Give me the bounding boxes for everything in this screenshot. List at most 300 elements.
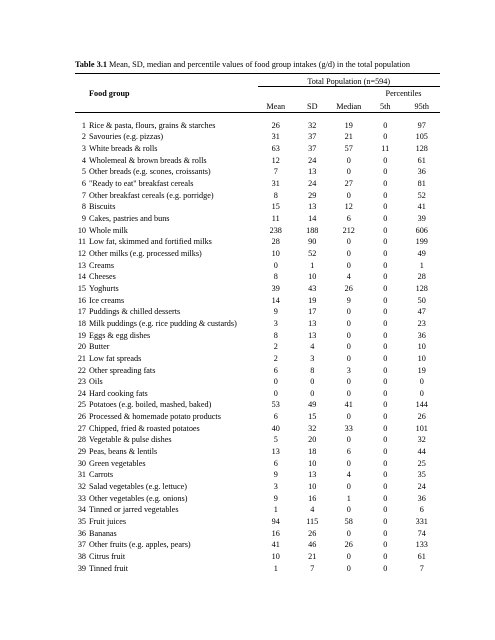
row-number: 3: [81, 144, 86, 154]
food-group-cell: [75, 155, 258, 167]
p5-cell: 0: [383, 330, 388, 340]
p5-cell: 0: [383, 528, 388, 538]
food-group-name: Yoghurts: [89, 283, 119, 293]
median-cell: 0: [346, 167, 351, 177]
mean-cell: 8: [273, 272, 278, 282]
sd-cell: 13: [308, 330, 317, 340]
median-cell: 0: [346, 318, 351, 328]
p95-cell: 47: [417, 307, 426, 317]
table-row: [75, 411, 440, 423]
food-group-name: Rice & pasta, flours, grains & starches: [89, 120, 216, 130]
mean-cell: 16: [271, 528, 280, 538]
p5-cell: 0: [383, 248, 388, 258]
row-number: 27: [77, 423, 86, 433]
food-group-cell: [75, 365, 258, 377]
sd-cell: 14: [308, 213, 317, 223]
sd-cell: 0: [310, 388, 315, 398]
food-group-cell: [75, 213, 258, 225]
table-row: [75, 120, 440, 132]
food-group-name: Vegetable & pulse dishes: [89, 435, 172, 445]
p5-cell: 0: [383, 552, 388, 561]
p95-cell: 0: [419, 377, 424, 387]
p95-cell: 61: [417, 155, 426, 165]
row-number: 30: [77, 458, 86, 468]
median-header: Median: [331, 98, 368, 113]
table-row: [75, 132, 440, 144]
food-group-name: Puddings & chilled desserts: [89, 307, 181, 317]
table-row: [75, 178, 440, 190]
mean-cell: 39: [271, 283, 280, 293]
row-number: 33: [77, 493, 86, 503]
median-cell: 0: [346, 412, 351, 422]
food-group-cell: [75, 446, 258, 458]
sd-cell: 24: [308, 155, 317, 165]
p5-cell: 0: [383, 155, 388, 165]
table-row: [75, 237, 440, 249]
row-number: 23: [77, 377, 86, 387]
p5-cell: 0: [383, 563, 388, 573]
food-group-cell: [75, 248, 258, 260]
food-group-cell: [75, 283, 258, 295]
sd-cell: 17: [308, 307, 317, 317]
sd-cell: 15: [308, 412, 317, 422]
table-row: [75, 295, 440, 307]
food-group-name: Other breads (e.g. scones, croissants): [89, 167, 211, 177]
food-group-cell: [75, 551, 258, 563]
mean-cell: 15: [271, 202, 280, 212]
median-cell: 9: [346, 295, 351, 305]
sd-cell: 4: [310, 342, 315, 352]
row-number: 8: [81, 202, 86, 212]
table-row: [75, 155, 440, 167]
mean-cell: 6: [273, 365, 278, 375]
median-cell: 26: [344, 540, 353, 550]
table-row: [75, 318, 440, 330]
row-number: 17: [77, 307, 86, 317]
median-cell: 0: [346, 435, 351, 445]
p5-cell: 0: [383, 318, 388, 328]
sd-cell: 32: [308, 120, 317, 130]
food-group-name: Other fruits (e.g. apples, pears): [89, 540, 191, 550]
p5-cell: 0: [383, 482, 388, 492]
sd-cell: 0: [310, 377, 315, 387]
table-row: [75, 225, 440, 237]
sd-cell: 19: [308, 295, 317, 305]
mean-cell: 1: [273, 563, 278, 573]
p5-cell: 0: [383, 458, 388, 468]
food-group-name: Chipped, fried & roasted potatoes: [89, 423, 200, 433]
sd-cell: 13: [308, 167, 317, 177]
median-cell: 57: [344, 144, 353, 154]
p95-cell: 10: [417, 342, 426, 352]
p5-cell: 0: [383, 237, 388, 247]
median-cell: 0: [346, 552, 351, 561]
p5-cell: 0: [383, 132, 388, 142]
food-group-name: Milk puddings (e.g. rice pudding & custards): [89, 318, 237, 328]
table-row: [75, 283, 440, 295]
p95-cell: 49: [417, 248, 426, 258]
percentiles-header: Percentiles: [385, 88, 422, 98]
p5-cell: 0: [383, 365, 388, 375]
row-number: 9: [81, 213, 86, 223]
food-group-name: Potatoes (e.g. boiled, mashed, baked): [89, 400, 212, 410]
median-cell: 0: [346, 388, 351, 398]
table-row: [75, 260, 440, 272]
mean-cell: 5: [273, 435, 278, 445]
mean-header: Mean: [258, 98, 295, 113]
p95-cell: 61: [417, 552, 426, 561]
row-number: 10: [77, 225, 86, 235]
mean-cell: 0: [273, 388, 278, 398]
row-number: 1: [81, 120, 86, 130]
median-cell: 0: [346, 353, 351, 363]
table-row: [75, 167, 440, 179]
food-group-cell: [75, 167, 258, 179]
mean-cell: 9: [273, 470, 278, 480]
mean-cell: 0: [273, 260, 278, 270]
p95-cell: 74: [417, 528, 426, 538]
p95-cell: 28: [417, 272, 426, 282]
food-group-cell: [75, 237, 258, 249]
mean-cell: 63: [271, 144, 280, 154]
mean-cell: 1: [273, 505, 278, 515]
median-cell: 1: [346, 493, 351, 503]
food-group-cell: [75, 178, 258, 190]
food-group-name: Eggs & egg dishes: [89, 330, 151, 340]
food-group-header: Food group: [89, 88, 130, 98]
food-group-name: Peas, beans & lentils: [89, 447, 158, 457]
p95-cell: 606: [415, 225, 428, 235]
table-row: [75, 365, 440, 377]
food-group-name: Biscuits: [89, 202, 116, 212]
row-number: 28: [77, 435, 86, 445]
food-group-name: Low fat spreads: [89, 353, 142, 363]
mean-cell: 31: [271, 132, 280, 142]
p95-cell: 36: [417, 493, 426, 503]
food-group-name: Cakes, pastries and buns: [89, 213, 170, 223]
p5-cell: 0: [383, 213, 388, 223]
table-caption-label: Table 3.1: [75, 60, 107, 69]
sd-cell: 43: [308, 283, 317, 293]
sd-cell: 26: [308, 528, 317, 538]
median-cell: 0: [346, 248, 351, 258]
p95-cell: 26: [417, 412, 426, 422]
row-number: 16: [77, 295, 86, 305]
food-group-cell: [75, 272, 258, 284]
median-cell: 0: [346, 190, 351, 200]
p5-cell: 0: [383, 493, 388, 503]
p5-cell: 0: [383, 202, 388, 212]
median-cell: 0: [346, 237, 351, 247]
sd-cell: 21: [308, 552, 317, 561]
p95-cell: 52: [417, 190, 426, 200]
row-number: 18: [77, 318, 86, 328]
food-group-name: Other vegetables (e.g. onions): [89, 493, 188, 503]
p5-cell: 0: [383, 179, 388, 188]
food-group-cell: [75, 120, 258, 132]
food-group-name: Wholemeal & brown breads & rolls: [89, 155, 207, 165]
food-group-name: Oils: [89, 377, 103, 387]
table-caption: [75, 60, 455, 69]
food-group-name: "Ready to eat" breakfast cereals: [89, 179, 194, 188]
row-number: 32: [77, 482, 86, 492]
row-number: 14: [77, 272, 86, 282]
food-group-table: [75, 73, 440, 575]
food-group-cell: [75, 190, 258, 202]
row-number: 22: [77, 365, 86, 375]
p5-cell: 0: [383, 120, 388, 130]
row-number: 4: [81, 155, 86, 165]
food-group-name: Other milks (e.g. processed milks): [89, 248, 202, 258]
food-group-cell: [75, 528, 258, 540]
p95-cell: 81: [417, 179, 426, 188]
p5-cell: 0: [383, 435, 388, 445]
p5-cell: 0: [383, 470, 388, 480]
sd-cell: 16: [308, 493, 317, 503]
food-group-cell: [75, 540, 258, 552]
sd-cell: 7: [310, 563, 315, 573]
sd-cell: 52: [308, 248, 317, 258]
p95-cell: 25: [417, 458, 426, 468]
median-cell: 21: [344, 132, 353, 142]
p5-cell: 0: [383, 295, 388, 305]
table-row: [75, 505, 440, 517]
food-group-cell: [75, 411, 258, 423]
median-cell: 0: [346, 377, 351, 387]
p95-cell: 36: [417, 330, 426, 340]
p95-cell: 36: [417, 167, 426, 177]
median-cell: 0: [346, 528, 351, 538]
p95-cell: 19: [417, 365, 426, 375]
p5-cell: 0: [383, 342, 388, 352]
row-number: 20: [77, 342, 86, 352]
table-row: [75, 202, 440, 214]
row-number: 29: [77, 447, 86, 457]
table-row: [75, 341, 440, 353]
mean-cell: 10: [271, 248, 280, 258]
median-cell: 0: [346, 458, 351, 468]
food-group-name: Tinned or jarred vegetables: [89, 505, 179, 515]
food-group-name: Low fat, skimmed and fortified milks: [89, 237, 212, 247]
sd-cell: 1: [310, 260, 315, 270]
p5-cell: 0: [383, 400, 388, 410]
table-row: [75, 470, 440, 482]
mean-cell: 94: [271, 517, 280, 527]
food-group-cell: [75, 470, 258, 482]
p5-cell: 0: [383, 353, 388, 363]
food-group-name: Cheeses: [89, 272, 116, 282]
mean-cell: 40: [271, 423, 280, 433]
mean-cell: 11: [271, 213, 280, 223]
food-group-cell: [75, 225, 258, 237]
sd-cell: 46: [308, 540, 317, 550]
mean-cell: 10: [271, 552, 280, 561]
row-number: 2: [81, 132, 86, 142]
food-group-name: Other breakfast cereals (e.g. porridge): [89, 190, 214, 200]
food-group-cell: [75, 330, 258, 342]
row-number: 25: [77, 400, 86, 410]
p5-cell: 0: [383, 272, 388, 282]
food-group-name: Fruit juices: [89, 517, 127, 527]
median-cell: 33: [344, 423, 353, 433]
table-row: [75, 272, 440, 284]
sd-cell: 8: [310, 365, 315, 375]
p5-cell: 0: [383, 423, 388, 433]
food-group-cell: [75, 307, 258, 319]
p5-cell: 0: [383, 412, 388, 422]
median-cell: 4: [346, 470, 351, 480]
median-cell: 0: [346, 307, 351, 317]
food-group-name: Green vegetables: [89, 458, 146, 468]
row-number: 19: [77, 330, 86, 340]
sd-cell: 3: [310, 353, 315, 363]
table-row: [75, 376, 440, 388]
mean-cell: 7: [273, 167, 278, 177]
median-cell: 0: [346, 505, 351, 515]
sd-cell: 10: [308, 458, 317, 468]
median-cell: 6: [346, 447, 351, 457]
food-group-cell: [75, 458, 258, 470]
sd-cell: 37: [308, 132, 317, 142]
mean-cell: 14: [271, 295, 280, 305]
row-number: 21: [77, 353, 86, 363]
sd-header: SD: [294, 98, 331, 113]
mean-cell: 8: [273, 190, 278, 200]
table-caption-text: Mean, SD, median and percentile values of food group intakes (g/d) in the total population: [109, 60, 410, 69]
p5-cell: 0: [383, 307, 388, 317]
p5-cell: 0: [383, 225, 388, 235]
mean-cell: 12: [271, 155, 280, 165]
p5-header: 5th: [367, 98, 404, 113]
row-number: 31: [77, 470, 86, 480]
food-group-name: White breads & rolls: [89, 144, 158, 154]
p95-cell: 128: [415, 144, 428, 154]
sd-cell: 13: [308, 202, 317, 212]
row-number: 26: [77, 412, 86, 422]
food-group-cell: [75, 563, 258, 575]
table-row: [75, 528, 440, 540]
p95-cell: 101: [415, 423, 428, 433]
row-number: 37: [77, 540, 86, 550]
food-group-name: Savouries (e.g. pizzas): [89, 132, 164, 142]
table-row: [75, 388, 440, 400]
row-number: 13: [77, 260, 86, 270]
p95-cell: 50: [417, 295, 426, 305]
sd-cell: 10: [308, 482, 317, 492]
p95-cell: 128: [415, 283, 428, 293]
p95-cell: 0: [419, 388, 424, 398]
sd-cell: 32: [308, 423, 317, 433]
food-group-name: Creams: [89, 260, 115, 270]
mean-cell: 9: [273, 493, 278, 503]
food-group-name: Citrus fruit: [89, 552, 126, 561]
mean-cell: 53: [271, 400, 280, 410]
p95-cell: 144: [415, 400, 428, 410]
food-group-cell: [75, 295, 258, 307]
p95-cell: 35: [417, 470, 426, 480]
median-cell: 19: [344, 120, 353, 130]
p95-cell: 10: [417, 353, 426, 363]
food-group-cell: [75, 423, 258, 435]
p95-cell: 105: [415, 132, 428, 142]
mean-cell: 9: [273, 307, 278, 317]
p95-header: 95th: [404, 98, 441, 113]
p5-cell: 0: [383, 388, 388, 398]
median-cell: 58: [344, 517, 353, 527]
row-number: 15: [77, 283, 86, 293]
p5-cell: 0: [383, 447, 388, 457]
sd-cell: 24: [308, 179, 317, 188]
p95-cell: 41: [417, 202, 426, 212]
sd-cell: 13: [308, 470, 317, 480]
food-group-name: Processed & homemade potato products: [89, 412, 221, 422]
table-row: [75, 551, 440, 563]
row-number: 24: [77, 388, 86, 398]
food-group-name: Hard cooking fats: [89, 388, 148, 398]
mean-cell: 31: [271, 179, 280, 188]
food-group-cell: [75, 516, 258, 528]
food-group-cell: [75, 376, 258, 388]
median-cell: 0: [346, 260, 351, 270]
food-group-cell: [75, 505, 258, 517]
p95-cell: 24: [417, 482, 426, 492]
median-cell: 12: [344, 202, 353, 212]
sd-cell: 90: [308, 237, 317, 247]
row-number: 7: [81, 190, 86, 200]
mean-cell: 3: [273, 482, 278, 492]
p95-cell: 23: [417, 318, 426, 328]
table-row: [75, 493, 440, 505]
table-row: [75, 516, 440, 528]
row-number: 6: [81, 179, 86, 188]
sd-cell: 4: [310, 505, 315, 515]
p5-cell: 11: [381, 144, 390, 154]
mean-cell: 6: [273, 458, 278, 468]
table-row: [75, 248, 440, 260]
sd-cell: 18: [308, 447, 317, 457]
food-group-name: Carrots: [89, 470, 114, 480]
median-cell: 4: [346, 272, 351, 282]
table-row: [75, 540, 440, 552]
p95-cell: 7: [419, 563, 424, 573]
p95-cell: 97: [417, 120, 426, 130]
food-group-cell: [75, 318, 258, 330]
food-group-name: Tinned fruit: [89, 563, 129, 573]
sd-cell: 13: [308, 318, 317, 328]
sd-cell: 37: [308, 144, 317, 154]
row-number: 35: [77, 517, 86, 527]
p5-cell: 0: [383, 190, 388, 200]
food-group-cell: [75, 143, 258, 155]
food-group-cell: [75, 388, 258, 400]
food-group-cell: [75, 400, 258, 412]
food-group-name: Whole milk: [89, 225, 128, 235]
table-row: [75, 213, 440, 225]
p5-cell: 0: [383, 167, 388, 177]
mean-cell: 238: [269, 225, 282, 235]
table-row: [75, 435, 440, 447]
median-cell: 3: [346, 365, 351, 375]
population-header: Total Population (n=594): [258, 74, 441, 87]
food-group-cell: [75, 353, 258, 365]
median-cell: 0: [346, 155, 351, 165]
sd-cell: 188: [306, 225, 319, 235]
table-row: [75, 307, 440, 319]
mean-cell: 2: [273, 342, 278, 352]
mean-cell: 6: [273, 412, 278, 422]
mean-cell: 13: [271, 447, 280, 457]
p5-cell: 0: [383, 260, 388, 270]
